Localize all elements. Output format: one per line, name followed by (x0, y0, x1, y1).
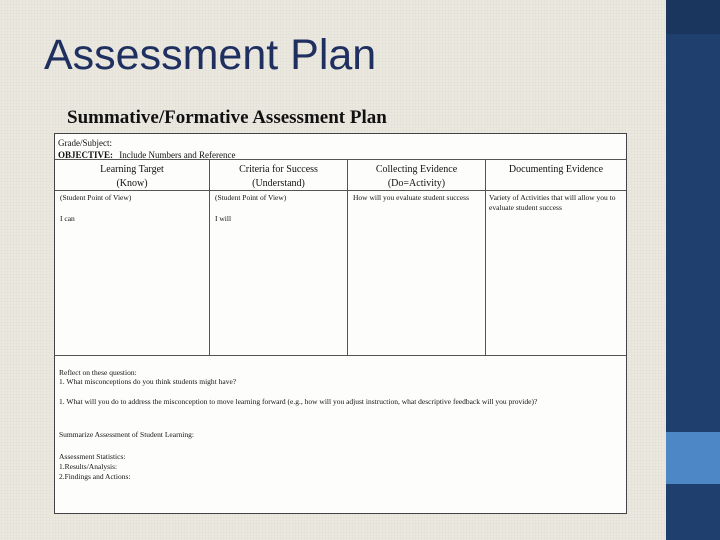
column-header-line2: (Understand) (252, 178, 305, 189)
column-subhead: Variety of Activities that will allow you to evaluate student success (489, 193, 616, 212)
column-subhead: (Student Point of View) (60, 193, 132, 202)
stats-item-2: 2.Findings and Actions: (59, 472, 131, 481)
stats-item-1: 1.Results/Analysis: (59, 462, 118, 471)
side-bar-top-block (666, 0, 720, 34)
slide-subtitle: Summative/Formative Assessment Plan (67, 107, 387, 128)
column-header-line2: (Know) (116, 178, 148, 189)
stats-label: Assessment Statistics: (59, 452, 126, 461)
column-header-documenting-evidence (486, 163, 626, 177)
column-header-collecting-evidence (348, 163, 485, 191)
learning-target-prompt: I can (60, 214, 75, 223)
question-2: 1. What will you do to address the misconception to move learning forward (e.g., how will you adjust instruction, what descriptive feedback will you provide)? (59, 397, 538, 406)
grade-subject-label: Grade/Subject: (58, 138, 112, 148)
criteria-prompt: I will (215, 214, 232, 223)
reflect-intro: Reflect on these question: (59, 368, 137, 377)
side-bar-accent-block (666, 432, 720, 484)
objective-text: Include Numbers and Reference (119, 150, 236, 160)
column-header-criteria (210, 163, 347, 191)
column-header-line1: Criteria for Success (239, 164, 318, 175)
summarize-label: Summarize Assessment of Student Learning: (59, 430, 194, 439)
column-subhead: How will you evaluate student success (353, 193, 470, 202)
column-subhead: (Student Point of View) (215, 193, 287, 202)
column-header-line1: Learning Target (100, 164, 164, 175)
column-divider-3 (485, 159, 486, 355)
objective-row (58, 149, 235, 161)
slide-title: Assessment Plan (44, 31, 377, 79)
question-1: 1. What misconceptions do you think students might have? (59, 377, 237, 386)
column-header-line1: Documenting Evidence (508, 164, 604, 175)
column-header-line2: (Do=Activity) (387, 178, 446, 189)
objective-label: OBJECTIVE: (58, 150, 114, 160)
row-divider-reflect (55, 355, 626, 356)
assessment-plan-document (54, 133, 627, 514)
column-header-line1: Collecting Evidence (375, 164, 458, 175)
column-header-learning-target (55, 163, 209, 191)
